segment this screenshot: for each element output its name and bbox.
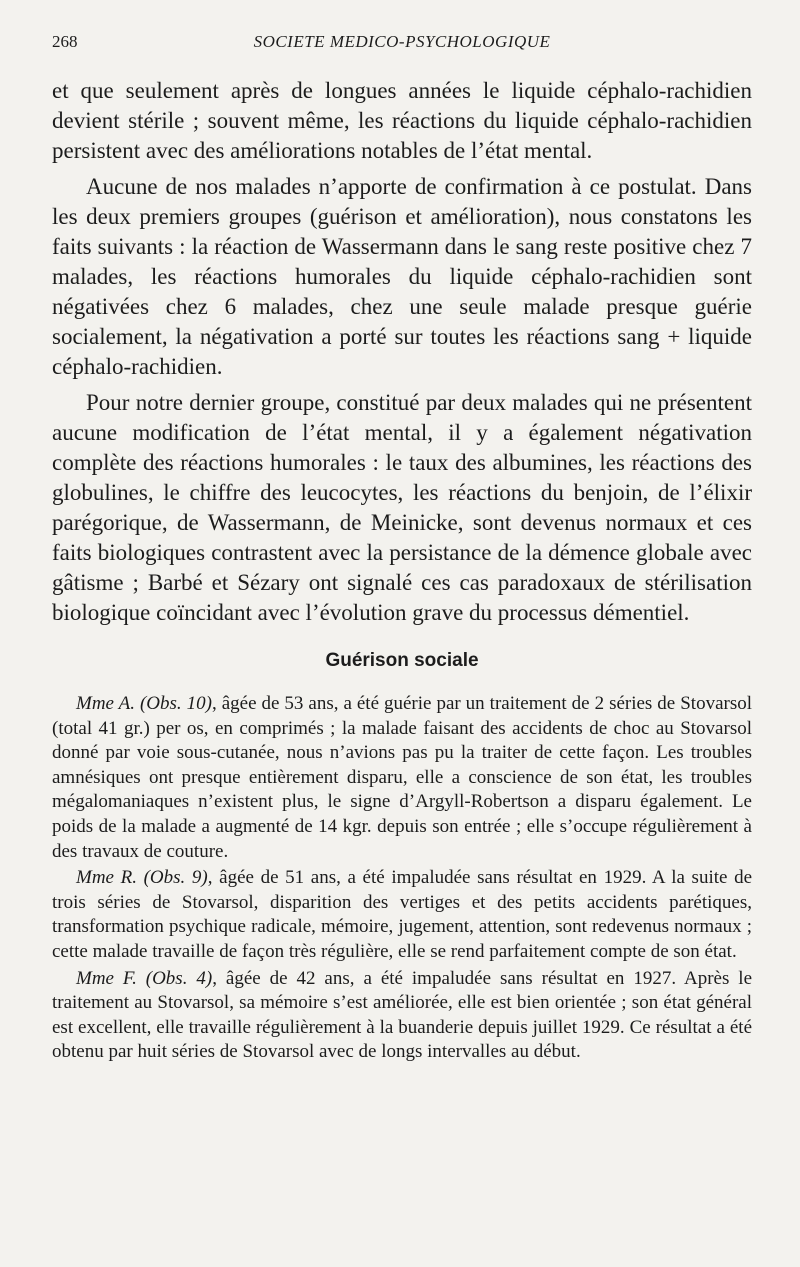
observation-lead: Mme A. (Obs. 10) — [76, 693, 212, 714]
observation-paragraph — [52, 692, 752, 864]
paragraph: Aucune de nos malades n’apporte de confirmation à ce postulat. Dans les deux premiers groupes (guérison et amélioration), nous constatons les faits suivants : la réaction de Wassermann dans le sang reste positive chez 7 malades, les réactions humorales du liquide céphalo-rachidien sont négativées chez 6 malades, chez une seule malade presque guérie socialement, la négativation a porté sur toutes les réactions sang + liquide céphalo-rachidien. — [52, 174, 752, 379]
page-number: 268 — [52, 32, 78, 51]
observation-lead: Mme F. (Obs. 4) — [76, 967, 213, 989]
observation-text: , âgée de 42 ans, a été impaludée sans résultat en 1927. Après le traitement au Stovarsol, sa mémoire s’est améliorée, elle est bien orientée ; son état général est excellent, elle travaille régulièrement à la buanderie depuis juillet 1929. Ce résultat a été obtenu par huit séries de Stovarsol avec de longs intervalles au début. — [52, 967, 752, 1063]
observation-paragraph — [52, 866, 752, 964]
observation-text: , âgée de 51 ans, a été impaludée sans résultat en 1929. A la suite de trois séries de Stovarsol, disparition des vertiges et des petits accidents parétiques, transformation psychique radicale, mémoire, jugement, attention, sont redevenus normaux ; cette malade travaille de façon très régulière, elle se rend parfaitement compte de son état. — [52, 867, 753, 962]
observation-paragraph — [52, 967, 752, 1065]
observation-lead: Mme R. (Obs. 9) — [76, 867, 208, 889]
running-head: SOCIETE MEDICO-PSYCHOLOGIQUE — [253, 32, 551, 51]
page-header — [52, 32, 752, 56]
paragraph: Pour notre dernier groupe, constitué par deux malades qui ne présentent aucune modification de l’état mental, il y a également négativation complète des réactions humorales : le taux des albumines, les réactions des globulines, le chiffre des leucocytes, les réactions du benjoin, de l’élixir parégorique, de Wassermann, de Meinicke, sont devenus normaux et ces faits biologiques contrastent avec la persistance de la démence globale avec gâtisme ; Barbé et Sézary ont signalé ces cas paradoxaux de stérilisation biologique coïncidant avec l’évolution grave du processus démentiel. — [52, 390, 752, 625]
observation-text: , âgée de 53 ans, a été guérie par un traitement de 2 séries de Stovarsol (total 41 gr.) per os, en comprimés ; la malade faisant des accidents de choc au Stovarsol donné par voie sous-cutanée, nous n’avions pas pu la traiter de cette façon. Les troubles amnésiques ont presque entièrement disparu, elle a conscience de son état, les troubles mégalomaniaques n’existent plus, le signe d’Argyll-Robertson a disparu également. Le poids de la malade a augmenté de 14 kgr. depuis son entrée ; elle s’occupe régulièrement à des travaux de couture. — [52, 693, 753, 862]
paragraph: et que seulement après de longues années le liquide céphalo-rachidien devient stérile ; souvent même, les réactions du liquide céphalo-rachidien persistent avec des améliorations notables de l’état mental. — [52, 78, 752, 163]
section-heading: Guérison sociale — [325, 650, 479, 671]
body-text — [52, 76, 752, 1067]
